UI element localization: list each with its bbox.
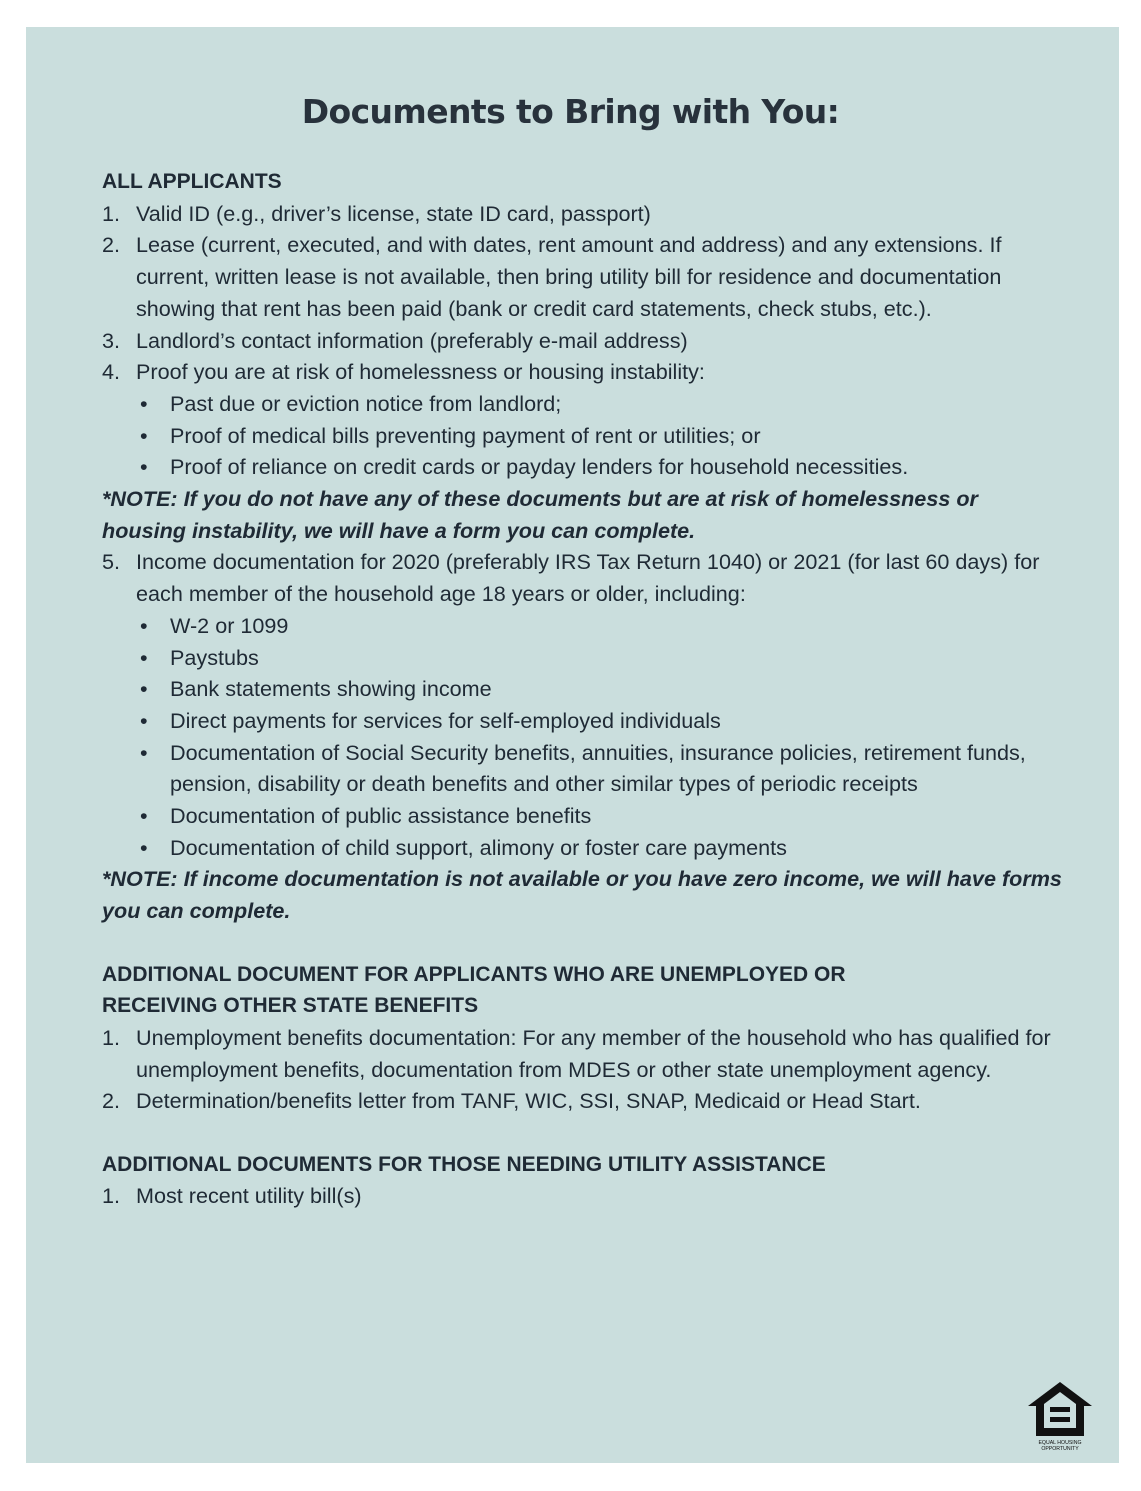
- item-text: Landlord’s contact information (preferably e-mail address): [136, 327, 688, 353]
- section-heading-line: RECEIVING OTHER STATE BENEFITS: [102, 994, 479, 1018]
- bullet-text: Direct payments for services for self-employed individuals: [170, 707, 721, 733]
- item-text: Determination/benefits letter from TANF, WIC, SSI, SNAP, Medicaid or Head Start.: [136, 1088, 921, 1114]
- item-number: 1.: [102, 1024, 121, 1050]
- item-number: 2.: [102, 1088, 121, 1114]
- bullet-text: Documentation of Social Security benefits, annuities, insurance policies, retirement funds, pension, disability or death benefits and other similar types of periodic receipts: [170, 739, 1026, 797]
- bullet-item: [102, 832, 1062, 864]
- bullet-item: [102, 673, 1062, 705]
- section-all-applicants: [102, 166, 1062, 927]
- item-text: Most recent utility bill(s): [136, 1183, 362, 1209]
- list-item: [102, 1085, 1062, 1117]
- bullet-text: Documentation of public assistance benefits: [170, 803, 592, 829]
- bullet-icon: •: [140, 803, 148, 829]
- section-heading: [102, 959, 1062, 1022]
- bullet-icon: •: [140, 612, 148, 638]
- bullet-item: [102, 420, 1062, 452]
- bullet-text: W-2 or 1099: [170, 612, 289, 638]
- item-text: Lease (current, executed, and with dates, rent amount and address) and any extensions. If current, written lease is not available, then bring utility bill for residence and documentation showing that rent has been paid (bank or credit card statements, check stubs, etc.).: [136, 232, 1002, 321]
- numbered-list: [102, 1180, 1062, 1212]
- bullet-text: Bank statements showing income: [170, 676, 492, 702]
- bullet-list: [102, 388, 1062, 483]
- section-heading-line: ADDITIONAL DOCUMENT FOR APPLICANTS WHO ARE UNEMPLOYED OR: [102, 962, 846, 986]
- bullet-item: [102, 705, 1062, 737]
- item-text: Unemployment benefits documentation: For any member of the household who has qualified for unemployment benefits, documentation from MDES or other state unemployment agency.: [136, 1024, 1051, 1082]
- bullet-text: Documentation of child support, alimony or foster care payments: [170, 834, 787, 860]
- bullet-icon: •: [140, 644, 148, 670]
- svg-text:EQUAL HOUSING: EQUAL HOUSING: [1038, 1440, 1082, 1446]
- bullet-icon: •: [140, 834, 148, 860]
- bullet-icon: •: [140, 739, 148, 765]
- bullet-text: Past due or eviction notice from landlord;: [170, 390, 562, 416]
- bullet-item: [102, 642, 1062, 674]
- bullet-list: [102, 610, 1062, 864]
- list-item: [102, 1022, 1062, 1085]
- bullet-item: [102, 800, 1062, 832]
- section-heading-line: ADDITIONAL DOCUMENTS FOR THOSE NEEDING UTILITY ASSISTANCE: [102, 1152, 826, 1176]
- section-utility-assistance: [102, 1149, 1062, 1212]
- item-number: 3.: [102, 327, 121, 353]
- equal-housing-opportunity-icon: [1026, 1380, 1094, 1452]
- item-text: Income documentation for 2020 (preferably IRS Tax Return 1040) or 2021 (for last 60 days) for each member of the household age 18 years or older, including:: [136, 549, 1040, 607]
- item-text: Valid ID (e.g., driver’s license, state ID card, passport): [136, 200, 651, 226]
- numbered-list: [102, 198, 1062, 388]
- bullet-text: Proof of reliance on credit cards or payday lenders for household necessities.: [170, 454, 909, 480]
- bullet-item: [102, 610, 1062, 642]
- bullet-item: [102, 737, 1062, 800]
- document-content: [102, 166, 1062, 1212]
- section-spacer: [102, 927, 1062, 959]
- numbered-list: [102, 546, 1062, 609]
- bullet-icon: •: [140, 390, 148, 416]
- list-item: [102, 198, 1062, 230]
- section-unemployed-applicants: [102, 959, 1062, 1118]
- svg-text:OPPORTUNITY: OPPORTUNITY: [1041, 1446, 1079, 1452]
- bullet-icon: •: [140, 422, 148, 448]
- bullet-icon: •: [140, 676, 148, 702]
- item-text: Proof you are at risk of homelessness or housing instability:: [136, 359, 705, 385]
- item-number: 5.: [102, 549, 121, 575]
- item-number: 2.: [102, 232, 121, 258]
- note-text: *NOTE: If income documentation is not available or you have zero income, we will have forms you can complete.: [102, 866, 1062, 924]
- section-spacer: [102, 1117, 1062, 1149]
- item-number: 1.: [102, 200, 121, 226]
- list-item: [102, 1180, 1062, 1212]
- bullet-item: [102, 388, 1062, 420]
- bullet-item: [102, 451, 1062, 483]
- list-item: [102, 325, 1062, 357]
- numbered-list: [102, 1022, 1062, 1117]
- list-item: [102, 229, 1062, 324]
- note-text: *NOTE: If you do not have any of these documents but are at risk of homelessness or housing instability, we will have a form you can complete.: [102, 486, 978, 543]
- section-heading-line: ALL APPLICANTS: [102, 170, 282, 193]
- bullet-icon: •: [140, 707, 148, 733]
- item-number: 1.: [102, 1183, 121, 1209]
- bullet-icon: •: [140, 454, 148, 480]
- section-heading: [102, 1149, 1062, 1181]
- item-number: 4.: [102, 359, 121, 385]
- section-heading: [102, 166, 1062, 198]
- page-title: Documents to Bring with You:: [301, 92, 840, 131]
- list-item: [102, 546, 1062, 609]
- list-item: [102, 356, 1062, 388]
- bullet-text: Proof of medical bills preventing payment of rent or utilities; or: [170, 422, 761, 448]
- bullet-text: Paystubs: [170, 644, 259, 670]
